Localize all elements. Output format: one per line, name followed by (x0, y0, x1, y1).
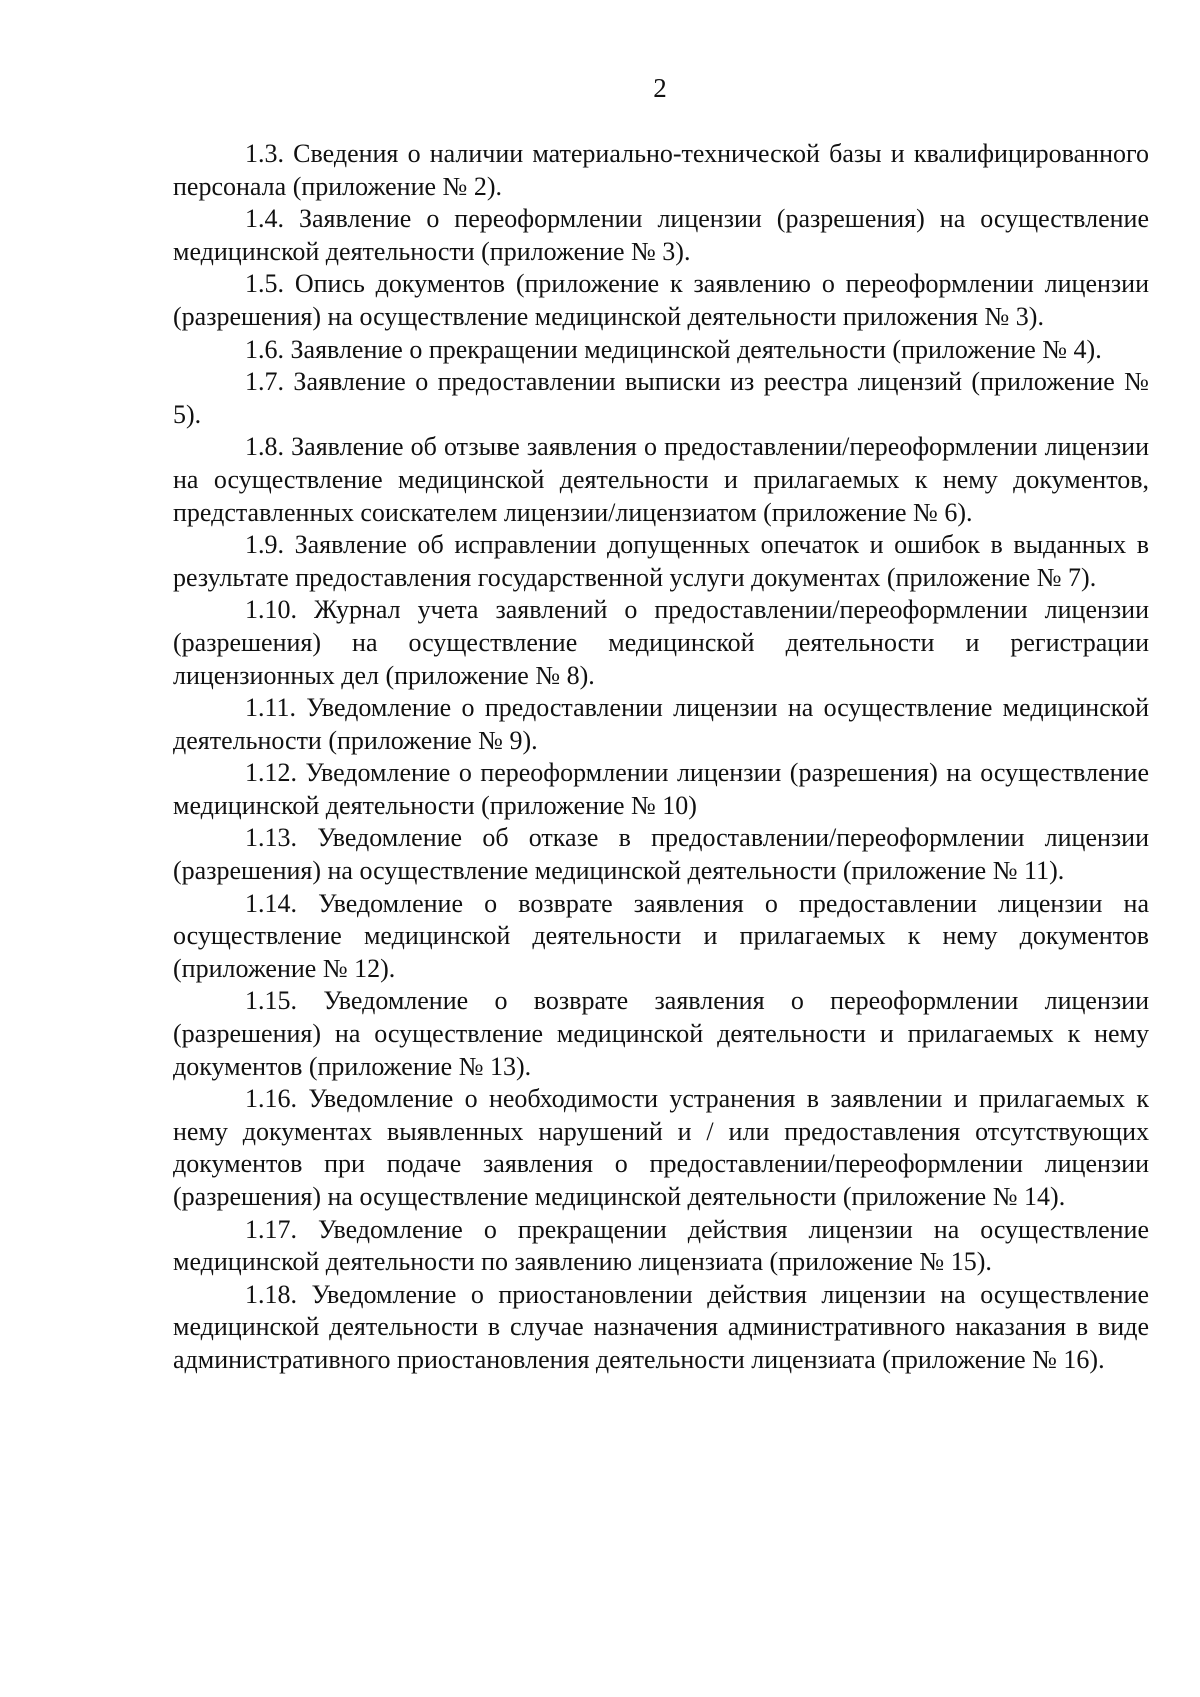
paragraph-1-11: 1.11. Уведомление о предоставлении лицензии на осуществление медицинской деятельности (приложение № 9). (173, 693, 1149, 755)
paragraph-1-16: 1.16. Уведомление о необходимости устранения в заявлении и прилагаемых к нему документах выявленных нарушений и / или предоставления отсутствующих документов при подаче заявления о предоставлении/переоформлении лицензии (разрешения) на осуществление медицинской деятельности (приложение № 14). (173, 1084, 1149, 1211)
paragraph-1-6: 1.6. Заявление о прекращении медицинской деятельности (приложение № 4). (245, 334, 1102, 364)
paragraph-1-9: 1.9. Заявление об исправлении допущенных опечаток и ошибок в выданных в результате предоставления государственной услуги документах (приложение № 7). (173, 530, 1149, 592)
page-number: 2 (653, 73, 667, 103)
paragraph-1-14: 1.14. Уведомление о возврате заявления о предоставлении лицензии на осуществление медицинской деятельности и прилагаемых к нему документов (приложение № 12). (173, 888, 1149, 983)
paragraph-1-3: 1.3. Сведения о наличии материально-технической базы и квалифицированного персонала (приложение № 2). (173, 139, 1149, 201)
paragraph-1-17: 1.17. Уведомление о прекращении действия лицензии на осуществление медицинской деятельности по заявлению лицензиата (приложение № 15). (173, 1214, 1149, 1277)
paragraph-1-5: 1.5. Опись документов (приложение к заявлению о переоформлении лицензии (разрешения) на осуществление медицинской деятельности приложения № 3). (173, 269, 1149, 331)
paragraph-1-18: 1.18. Уведомление о приостановлении действия лицензии на осуществление медицинской деятельности в случае назначения административного наказания в виде административного приостановления деятельности лицензиата (приложение № 16). (173, 1279, 1149, 1374)
paragraph-1-4: 1.4. Заявление о переоформлении лицензии (разрешения) на осуществление медицинской деятельности (приложение № 3). (173, 204, 1149, 266)
document-body (173, 138, 1149, 1377)
paragraph-1-15: 1.15. Уведомление о возврате заявления о переоформлении лицензии (разрешения) на осуществление медицинской деятельности и прилагаемых к нему документов (приложение № 13). (173, 986, 1149, 1081)
paragraph-1-10: 1.10. Журнал учета заявлений о предоставлении/переоформлении лицензии (разрешения) на осуществление медицинской деятельности и регистрации лицензионных дел (приложение № 8). (173, 595, 1149, 690)
paragraph-1-7: 1.7. Заявление о предоставлении выписки из реестра лицензий (приложение № 5). (173, 367, 1149, 429)
paragraph-1-12: 1.12. Уведомление о переоформлении лицензии (разрешения) на осуществление медицинской деятельности (приложение № 10) (173, 758, 1149, 820)
paragraph-1-8: 1.8. Заявление об отзыве заявления о предоставлении/переоформлении лицензии на осуществление медицинской деятельности и прилагаемых к нему документов, представленных соискателем лицензии/лицензиатом (приложение № 6). (173, 432, 1149, 527)
paragraph-1-13: 1.13. Уведомление об отказе в предоставлении/переоформлении лицензии (разрешения) на осуществление медицинской деятельности (приложение № 11). (173, 823, 1149, 886)
